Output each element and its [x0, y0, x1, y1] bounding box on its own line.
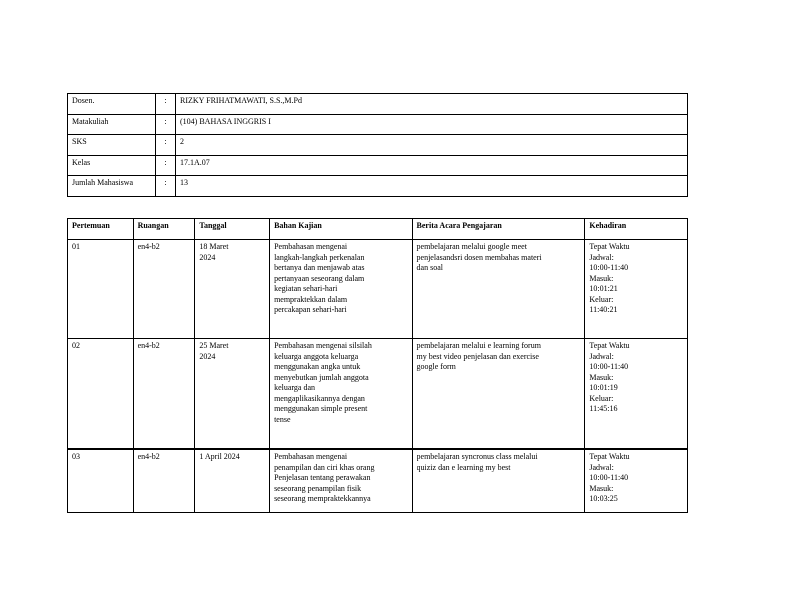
- cell-line: menyebutkan jumlah anggota: [274, 372, 369, 382]
- info-row: [68, 155, 688, 176]
- cell-line: pembelajaran syncronus class melalui: [416, 452, 538, 461]
- cell-line: google form: [416, 362, 456, 371]
- cell-line: 11:40:21: [589, 305, 618, 314]
- info-label: SKS: [68, 135, 156, 156]
- cell-text: en4-b2: [137, 242, 160, 251]
- cell-line: Pembahasan mengenai: [274, 452, 348, 461]
- cell-text: en4-b2: [137, 452, 160, 461]
- cell-text: 01: [72, 242, 80, 251]
- cell-line: kegiatan sehari-hari: [274, 284, 338, 293]
- cell-line: mempraktekkan dalam: [274, 294, 348, 304]
- info-value: 13: [176, 176, 688, 197]
- cell-line: Masuk:: [589, 273, 614, 283]
- table-row: [68, 240, 688, 339]
- cell-tanggal: [195, 339, 270, 450]
- cell-line: pembelajaran melalui google meet: [416, 242, 527, 251]
- cell-line: tense: [274, 414, 291, 424]
- cell-text: en4-b2: [137, 341, 160, 350]
- cell-line: 10:03:25: [589, 494, 618, 503]
- cell-ruangan: [133, 339, 195, 450]
- cell-line: menggunakan angka untuk: [274, 362, 361, 371]
- cell-kehadiran: [585, 339, 688, 450]
- cell-tanggal: [195, 449, 270, 513]
- cell-line: langkah-langkah perkenalan: [274, 252, 365, 262]
- cell-line: Pembahasan mengenai: [274, 242, 348, 251]
- cell-pertemuan: [68, 339, 134, 450]
- header-pertemuan: Pertemuan: [68, 219, 134, 240]
- info-value: 2: [176, 135, 688, 156]
- header-ruangan: Ruangan: [133, 219, 195, 240]
- cell-line: dan soal: [416, 263, 443, 272]
- cell-line: Masuk:: [589, 372, 614, 382]
- cell-line: Tepat Waktu: [589, 242, 630, 251]
- cell-tanggal: [195, 240, 270, 339]
- cell-ruangan: [133, 449, 195, 513]
- cell-line: my best video penjelasan dan exercise: [416, 351, 539, 361]
- cell-line: Jadwal:: [589, 351, 614, 361]
- cell-line: 2024: [199, 252, 216, 262]
- info-label: Dosen.: [68, 94, 156, 115]
- info-row: [68, 176, 688, 197]
- cell-line: pembelajaran melalui e learning forum: [416, 341, 541, 350]
- info-separator: :: [156, 114, 176, 135]
- cell-line: 18 Maret: [199, 242, 229, 251]
- cell-bahan-kajian: [270, 240, 412, 339]
- cell-pertemuan: [68, 240, 134, 339]
- cell-berita-acara: [412, 240, 585, 339]
- cell-line: 2024: [199, 351, 216, 361]
- cell-line: Jadwal:: [589, 462, 614, 472]
- info-separator: :: [156, 135, 176, 156]
- attendance-table: [67, 218, 688, 513]
- cell-line: 10:01:19: [589, 383, 618, 392]
- cell-line: pertanyaan seseorang dalam: [274, 273, 365, 283]
- cell-kehadiran: [585, 449, 688, 513]
- info-label: Matakuliah: [68, 114, 156, 135]
- info-label: Kelas: [68, 155, 156, 176]
- cell-line: keluarga dan: [274, 383, 316, 392]
- cell-line: 10:00-11:40: [589, 473, 629, 482]
- cell-line: penjelasandsri dosen membahas materi: [416, 252, 542, 262]
- cell-line: Tepat Waktu: [589, 341, 630, 350]
- course-info-table: [67, 93, 688, 197]
- cell-line: Tepat Waktu: [589, 452, 630, 461]
- cell-line: penampilan dan ciri khas orang: [274, 462, 375, 472]
- cell-berita-acara: [412, 339, 585, 450]
- cell-line: 10:00-11:40: [589, 263, 629, 272]
- header-tanggal: Tanggal: [195, 219, 270, 240]
- cell-text: 02: [72, 341, 80, 350]
- cell-line: Pembahasan mengenai silsilah: [274, 341, 372, 350]
- header-kehadiran: Kehadiran: [585, 219, 688, 240]
- info-value: (104) BAHASA INGGRIS I: [176, 114, 688, 135]
- cell-line: 25 Maret: [199, 341, 229, 350]
- cell-berita-acara: [412, 449, 585, 513]
- cell-ruangan: [133, 240, 195, 339]
- header-bahan-kajian: Bahan Kajian: [270, 219, 412, 240]
- cell-bahan-kajian: [270, 339, 412, 450]
- cell-line: 10:01:21: [589, 284, 618, 293]
- header-berita-acara: Berita Acara Pengajaran: [412, 219, 585, 240]
- cell-line: Masuk:: [589, 483, 614, 493]
- table-header-row: [68, 219, 688, 240]
- cell-line: Keluar:: [589, 393, 614, 403]
- table-row: [68, 449, 688, 513]
- cell-line: quiziz dan e learning my best: [416, 462, 511, 472]
- info-label: Jumlah Mahasiswa: [68, 176, 156, 197]
- cell-kehadiran: [585, 240, 688, 339]
- cell-line: Jadwal:: [589, 252, 614, 262]
- info-value: 17.1A.07: [176, 155, 688, 176]
- info-row: [68, 94, 688, 115]
- cell-line: 10:00-11:40: [589, 362, 629, 371]
- cell-text: 03: [72, 452, 80, 461]
- cell-line: Keluar:: [589, 294, 614, 304]
- cell-line: Penjelasan tentang perawakan: [274, 473, 371, 482]
- cell-line: mengaplikasikannya dengan: [274, 393, 365, 403]
- info-separator: :: [156, 176, 176, 197]
- cell-line: bertanya dan menjawab atas: [274, 263, 365, 272]
- info-separator: :: [156, 94, 176, 115]
- cell-line: menggunakan simple present: [274, 404, 368, 413]
- cell-line: 11:45:16: [589, 404, 618, 413]
- info-value: RIZKY FRIHATMAWATI, S.S.,M.Pd: [176, 94, 688, 115]
- cell-line: keluarga anggota keluarga: [274, 351, 359, 361]
- cell-bahan-kajian: [270, 449, 412, 513]
- cell-line: percakapan sehari-hari: [274, 305, 347, 314]
- info-row: [68, 135, 688, 156]
- cell-pertemuan: [68, 449, 134, 513]
- cell-line: 1 April 2024: [199, 452, 240, 461]
- cell-line: seseorang penampilan fisik: [274, 483, 362, 493]
- table-row: [68, 339, 688, 450]
- cell-line: seseorang mempraktekkannya: [274, 494, 371, 503]
- info-row: [68, 114, 688, 135]
- info-separator: :: [156, 155, 176, 176]
